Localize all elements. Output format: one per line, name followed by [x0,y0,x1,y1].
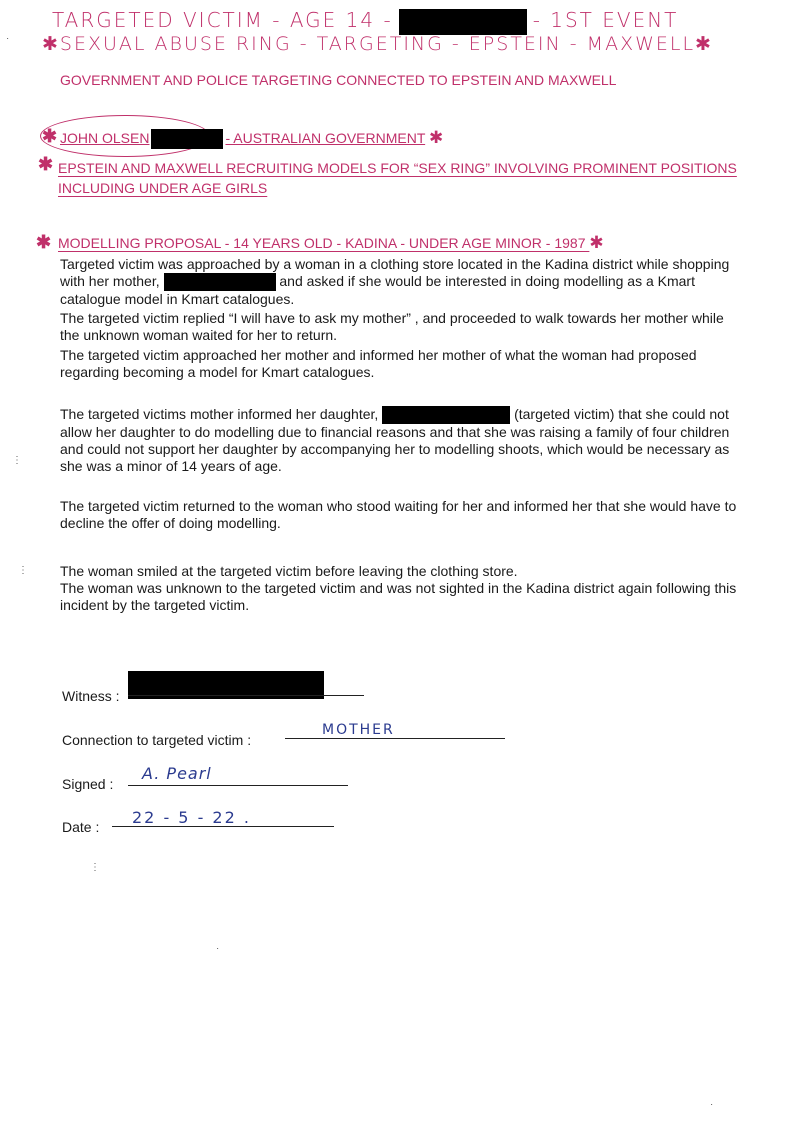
person-affiliation: - AUSTRALIAN GOVERNMENT [225,130,426,146]
paragraph-unknown: The woman was unknown to the targeted victim and was not sighted in the Kadina district again following this incident by the targeted victim. [60,580,737,613]
paragraph-mother-part2: (targeted victim) that she could not allow her daughter to do modelling due to financial reasons and that she was raising a family of four children and could not support her daughter by accompanying her to modelling shoots, which would be necessary as she was a minor of 14 years of age. [60,406,730,475]
redaction-bar [382,406,510,424]
asterisk-icon: ✱ [38,154,54,174]
proposal-heading [58,233,604,253]
handwritten-title-part2: - 1ST EVENT [532,8,679,32]
paragraph-mother-response [60,406,740,475]
scan-speck: ⋮ [12,455,22,466]
scan-speck: ⋮ [90,862,100,873]
asterisk-icon: ✱ [429,128,444,147]
connection-value: MOTHER [322,722,395,738]
redaction-bar [164,273,276,291]
paragraph-smiled: The woman smiled at the targeted victim before leaving the clothing store. [60,563,518,579]
scan-speck: ⋅ [710,1100,714,1111]
paragraph-decline: The targeted victim returned to the woman who stood waiting for her and informed her that she would have to decline the offer of doing modelling. [60,498,737,531]
signature: A. Pearl [142,764,212,783]
signed-label: Signed : [62,776,114,792]
paragraph-informed: The targeted victim approached her mother and informed her mother of what the woman had proposed regarding becoming a model for Kmart catalogues. [60,347,697,380]
scan-speck: ⋅ [6,34,10,45]
handwritten-subtitle: ✱SEXUAL ABUSE RING - TARGETING - EPSTEIN - MAXWELL✱ [42,33,713,55]
paragraph-approach [60,256,740,308]
paragraph-approach-part2: and asked if she would be interested in doing modelling as a Kmart catalogue model in Kmart catalogues. [60,273,695,308]
witness-label: Witness : [62,688,120,704]
paragraph-reply: The targeted victim replied “I will have to ask my mother” , and proceeded to walk towards her mother while the unknown woman waited for her to return. [60,310,724,343]
date-line [112,826,334,827]
asterisk-icon: ✱ [42,126,58,146]
date-label: Date : [62,819,100,835]
asterisk-icon: ✱ [36,232,52,252]
paragraph-approach-part1: Targeted victim was approached by a woman in a clothing store located in the Kadina district while shopping with her mother, [60,256,730,289]
signed-line [128,785,348,786]
main-heading: GOVERNMENT AND POLICE TARGETING CONNECTED TO EPSTEIN AND MAXWELL [60,72,617,88]
handwritten-title-line [52,8,678,35]
paragraph-mother-part1: The targeted victims mother informed her daughter, [60,406,379,422]
recruiting-heading: EPSTEIN AND MAXWELL RECRUITING MODELS FOR “SEX RING” INVOLVING PROMINENT POSITIONS INCLUDING UNDER AGE GIRLS [58,160,737,196]
handwritten-title-part1: TARGETED VICTIM - AGE 14 - [52,8,393,32]
proposal-heading-text: MODELLING PROPOSAL - 14 YEARS OLD - KADINA - UNDER AGE MINOR - 1987 [58,235,586,251]
scan-speck: ⋮ [18,565,28,576]
person-heading [60,128,443,149]
witness-line [128,695,364,696]
redaction-bar [151,129,223,149]
redaction-bar [399,9,527,35]
connection-label: Connection to targeted victim : [62,732,252,748]
connection-line [285,738,505,739]
scan-speck: ⋅ [216,944,220,955]
asterisk-icon: ✱ [589,233,604,252]
person-name: JOHN OLSEN [60,130,150,146]
date-value: 22 - 5 - 22 . [132,808,251,827]
